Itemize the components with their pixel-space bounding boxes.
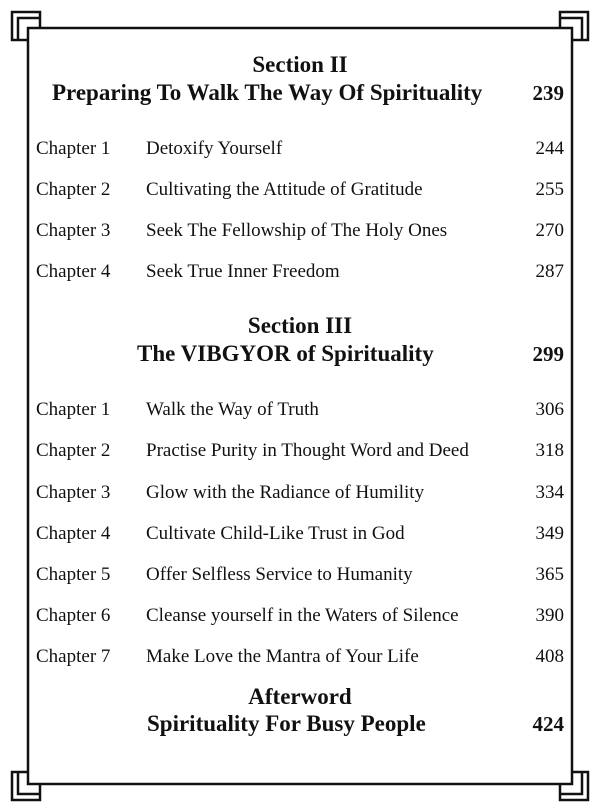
chapter-title: Practise Purity in Thought Word and Deed [146, 440, 469, 461]
chapter-title: Detoxify Yourself [146, 138, 283, 159]
toc-row[interactable] [36, 604, 564, 628]
section-3-page: 299 [532, 342, 564, 366]
toc-row[interactable] [36, 481, 564, 505]
toc-row[interactable] [36, 645, 564, 669]
chapter-page: 244 [535, 138, 564, 159]
chapter-label: Chapter 5 [36, 564, 111, 585]
chapter-label: Chapter 3 [36, 482, 111, 503]
chapter-title: Cultivate Child-Like Trust in God [146, 523, 405, 544]
toc-row[interactable] [36, 563, 564, 587]
chapter-title: Cultivating the Attitude of Gratitude [146, 179, 423, 200]
toc-row[interactable] [36, 522, 564, 546]
section-3-heading: Section III [247, 313, 353, 338]
afterword-title: Spirituality For Busy People [147, 711, 426, 736]
chapter-label: Chapter 2 [36, 179, 111, 200]
toc-row[interactable] [36, 219, 564, 243]
section-2-heading: Section II [252, 52, 348, 77]
afterword-page: 424 [532, 712, 564, 736]
chapter-title: Glow with the Radiance of Humility [146, 482, 425, 503]
chapter-title: Cleanse yourself in the Waters of Silence [146, 605, 459, 626]
chapter-page: 390 [535, 605, 564, 626]
chapter-label: Chapter 1 [36, 399, 111, 420]
chapter-page: 334 [535, 482, 564, 503]
section-2-page: 239 [532, 81, 564, 105]
chapter-label: Chapter 7 [36, 646, 111, 667]
toc-row[interactable] [36, 398, 564, 422]
chapter-title: Offer Selfless Service to Humanity [146, 564, 413, 585]
chapter-label: Chapter 1 [36, 138, 111, 159]
chapter-page: 349 [535, 523, 564, 544]
chapter-label: Chapter 4 [36, 261, 111, 282]
chapter-title: Walk the Way of Truth [146, 399, 319, 420]
section-2-title: Preparing To Walk The Way Of Spirituality [52, 80, 483, 105]
chapter-label: Chapter 2 [36, 440, 111, 461]
afterword-heading: Afterword [248, 684, 352, 709]
chapter-label: Chapter 6 [36, 605, 111, 626]
chapter-page: 306 [535, 399, 564, 420]
chapter-title: Make Love the Mantra of Your Life [146, 646, 419, 667]
chapter-label: Chapter 4 [36, 523, 111, 544]
toc-row[interactable] [36, 137, 564, 161]
toc-row[interactable] [36, 439, 564, 463]
section-3-title: The VIBGYOR of Spirituality [137, 341, 434, 366]
chapter-page: 365 [535, 564, 564, 585]
chapter-page: 318 [535, 440, 564, 461]
chapter-title: Seek True Inner Freedom [146, 261, 340, 282]
chapter-page: 255 [535, 179, 564, 200]
chapter-title: Seek The Fellowship of The Holy Ones [146, 220, 448, 241]
chapter-page: 270 [535, 220, 564, 241]
chapter-label: Chapter 3 [36, 220, 111, 241]
toc-row[interactable] [36, 260, 564, 284]
chapter-page: 408 [535, 646, 564, 667]
chapter-page: 287 [535, 261, 564, 282]
toc-row[interactable] [36, 178, 564, 202]
